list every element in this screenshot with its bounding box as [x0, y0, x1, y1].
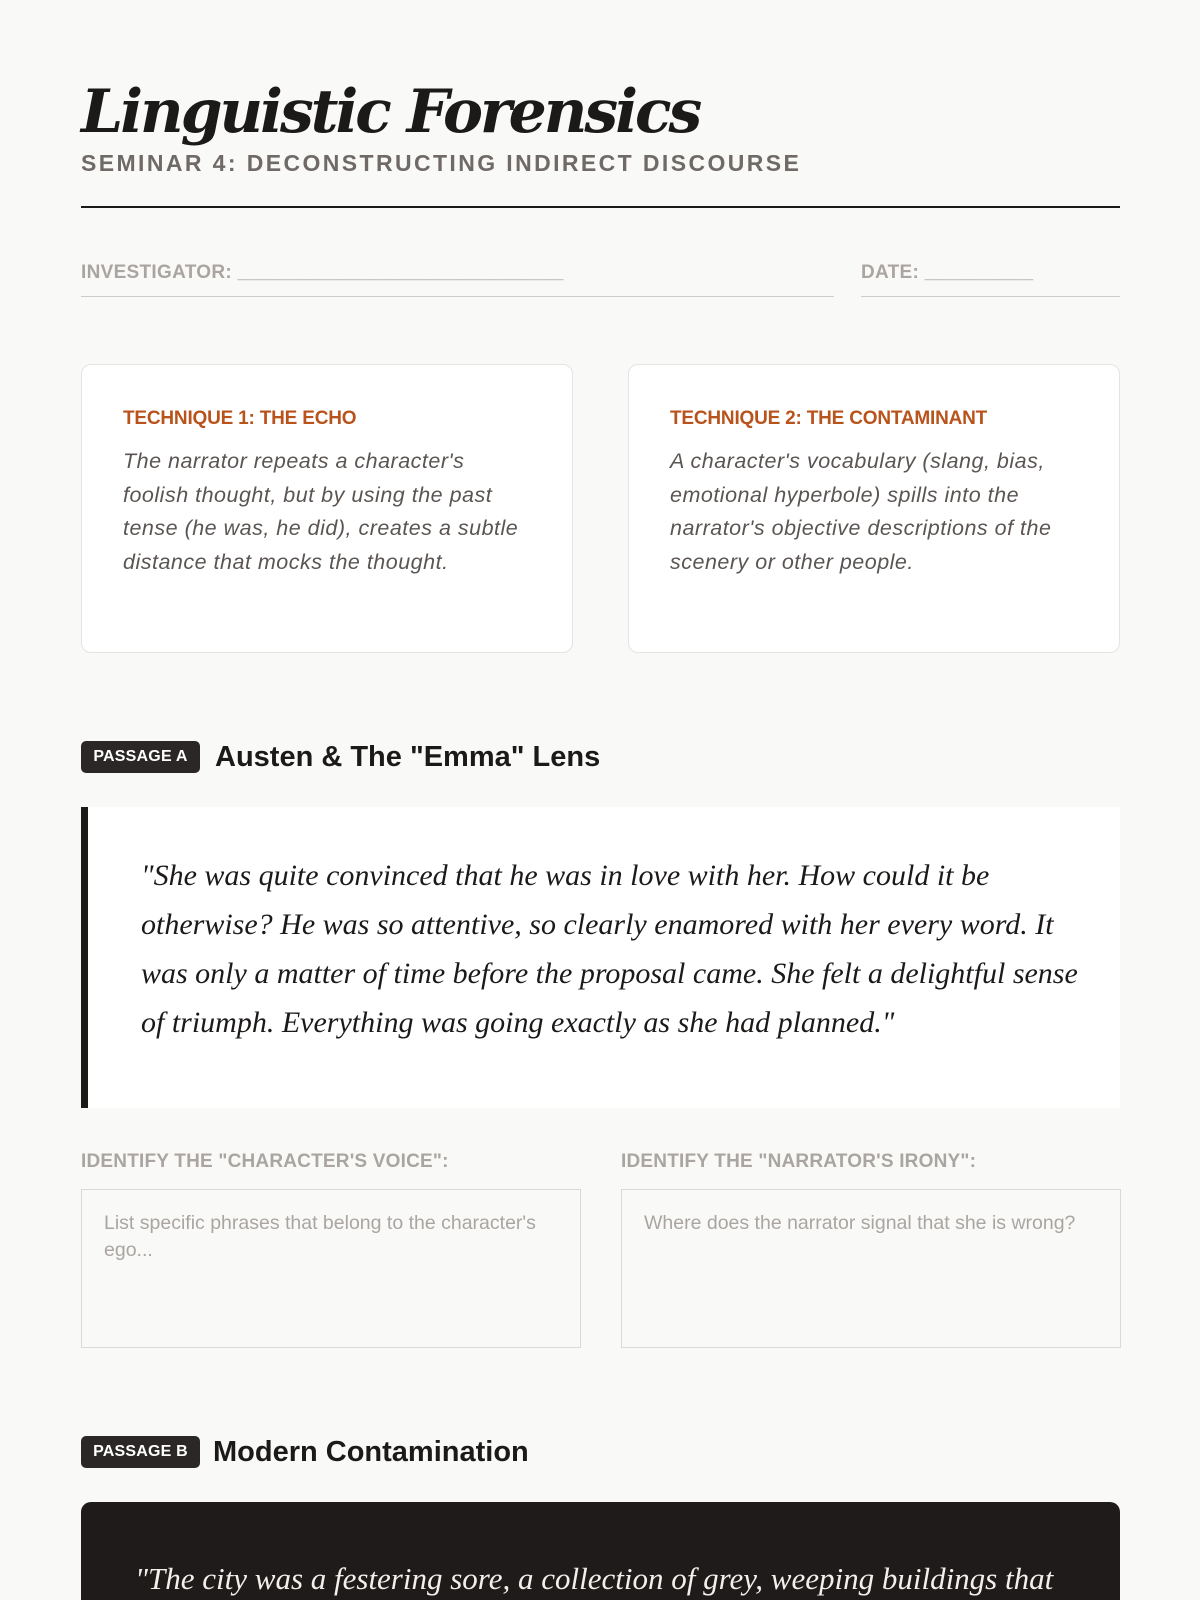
- narrator-irony-label: IDENTIFY THE "NARRATOR'S IRONY":: [621, 1151, 977, 1172]
- passage-a-quote: [81, 807, 1120, 1108]
- passage-b-quote: [81, 1502, 1120, 1600]
- header-divider: [81, 206, 1120, 208]
- investigator-label: INVESTIGATOR: ______________________________: [81, 262, 564, 283]
- character-voice-answer[interactable]: [81, 1189, 581, 1348]
- passage-b-title: Modern Contamination: [213, 1436, 529, 1468]
- date-field[interactable]: [861, 262, 1120, 297]
- technique-heading: TECHNIQUE 1: THE ECHO: [123, 408, 357, 429]
- narrator-irony-answer[interactable]: [621, 1189, 1121, 1348]
- page-title: Linguistic Forensics: [81, 77, 700, 147]
- technique-description: A character's vocabulary (slang, bias, emotional hyperbole) spills into the narrator's objective descriptions of the scenery or other people.: [670, 449, 1052, 574]
- page-subtitle: SEMINAR 4: DECONSTRUCTING INDIRECT DISCOURSE: [81, 150, 802, 176]
- technique-description: The narrator repeats a character's foolish thought, but by using the past tense (he was, he did), creates a subtle distance that mocks the thought.: [123, 449, 519, 574]
- date-label: DATE: __________: [861, 262, 1034, 283]
- passage-a-badge: PASSAGE A: [81, 741, 200, 773]
- passage-a-title: Austen & The "Emma" Lens: [215, 741, 601, 773]
- technique-card-contaminant: [628, 364, 1120, 653]
- character-voice-label: IDENTIFY THE "CHARACTER'S VOICE":: [81, 1151, 449, 1172]
- technique-card-echo: [81, 364, 573, 653]
- passage-a-text: "She was quite convinced that he was in love with her. How could it be otherwise? He was so attentive, so clearly enamored with her every word. It was only a matter of time before the proposal came. She felt a delightful sense of triumph. Everything was going exactly as she had planned.": [141, 859, 1078, 1039]
- investigator-field[interactable]: [81, 262, 834, 297]
- passage-b-text: "The city was a festering sore, a collection of grey, weeping buildings that: [135, 1561, 1054, 1596]
- passage-b-badge: PASSAGE B: [81, 1436, 200, 1468]
- technique-heading: TECHNIQUE 2: THE CONTAMINANT: [670, 408, 988, 429]
